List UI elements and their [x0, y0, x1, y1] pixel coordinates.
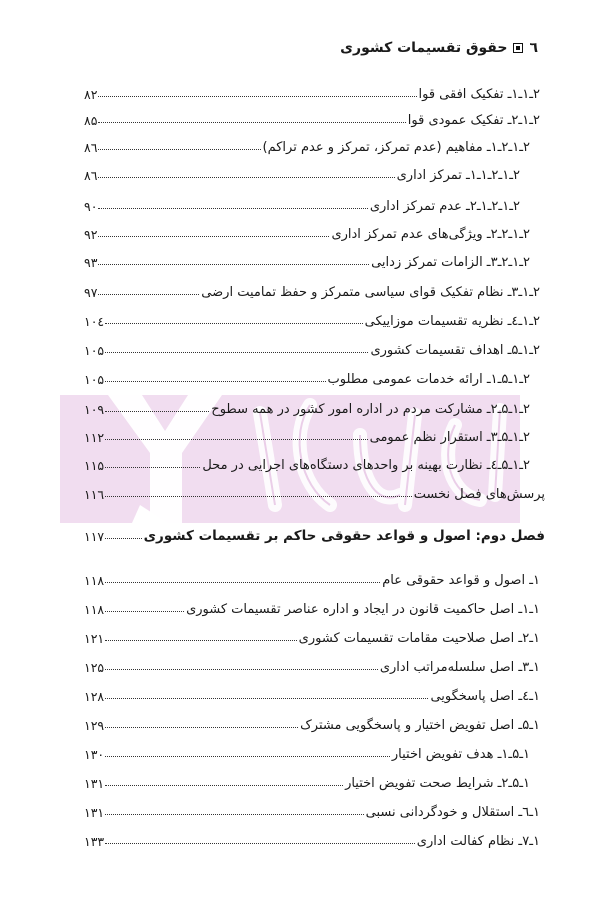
toc-entry-title: ۲ـ۱ـ۵ـ٤ـ نظارت بهینه بر واحدهای دستگاه‌های اجرایی در محل	[202, 458, 530, 473]
toc-entry[interactable]	[84, 194, 520, 214]
toc-entry-title: ۲ـ۱ـ۲ـ۱ـ۱ـ تمرکز اداری	[396, 168, 520, 183]
toc-entry-page: ۹۲	[84, 227, 98, 242]
toc-entry[interactable]	[84, 742, 530, 762]
toc-entry-title: ۲ـ۱ـ۳ـ نظام تفکیک قوای سیاسی متمرکز و حفظ تمامیت ارضی	[201, 285, 540, 300]
toc-entry[interactable]	[84, 482, 545, 502]
toc-entry-title: ۲ـ۱ـ٤ـ نظریه تقسیمات موزاییکی	[364, 314, 540, 329]
page-number: ٦	[529, 40, 538, 56]
toc-entry-page: ۸٦	[84, 140, 98, 155]
toc-entry-title: ۲ـ۱ـ۲ـ۱ـ۲ـ عدم تمرکز اداری	[369, 199, 520, 214]
toc-entry-title: پرسش‌های فصل نخست	[413, 487, 545, 502]
toc-entry-title: ۱ـ٦ـ استقلال و خودگردانی نسبی	[365, 805, 540, 820]
toc-entry[interactable]	[84, 800, 540, 820]
toc-entry[interactable]	[84, 108, 540, 128]
dot-leader	[98, 236, 329, 237]
toc-entry-title: ۲ـ۱ـ۵ـ۳ـ استقرار نظم عمومی	[369, 430, 530, 445]
toc-entry-page: ۸٦	[84, 168, 98, 183]
toc-entry-page: ۱۳۱	[84, 776, 105, 791]
toc-entry-page: ۹۰	[84, 199, 98, 214]
toc-entry[interactable]	[84, 655, 540, 675]
toc-entry[interactable]	[84, 684, 540, 704]
dot-leader	[98, 96, 416, 97]
dot-leader	[98, 177, 394, 178]
toc-entry[interactable]	[84, 425, 530, 445]
toc-entry[interactable]	[84, 453, 530, 473]
toc-chapter-heading[interactable]	[84, 524, 545, 544]
square-bullet-icon	[513, 43, 523, 53]
dot-leader	[105, 756, 390, 757]
toc-entry-title: ۱ـ اصول و قواعد حقوقی عام	[382, 573, 540, 588]
dot-leader	[105, 352, 368, 353]
toc-entry-page: ۹۷	[84, 285, 98, 300]
toc-entry[interactable]	[84, 135, 530, 155]
toc-entry[interactable]	[84, 597, 540, 617]
toc-entry-page: ۱۲۵	[84, 660, 105, 675]
toc-entry-title: ۲ـ۱ـ۵ـ۱ـ ارائه خدمات عمومی مطلوب	[327, 372, 530, 387]
toc-entry[interactable]	[84, 713, 540, 733]
toc-entry[interactable]	[84, 771, 530, 791]
toc-entry[interactable]	[84, 626, 540, 646]
dot-leader	[105, 727, 298, 728]
dot-leader	[98, 208, 367, 209]
toc-entry-page: ۸۲	[84, 87, 98, 102]
dot-leader	[98, 294, 199, 295]
toc-entry-page: ۱۰۵	[84, 372, 105, 387]
dot-leader	[105, 582, 380, 583]
toc-entry-page: ۱۱۷	[84, 529, 105, 544]
toc-entry-page: ۱۳۰	[84, 747, 105, 762]
toc-entry[interactable]	[84, 222, 530, 242]
dot-leader	[105, 467, 200, 468]
toc-entry-page: ۸۵	[84, 113, 98, 128]
toc-entry-title: ۱ـ۵ـ۲ـ شرایط صحت تفویض اختیار	[345, 776, 530, 791]
toc-entry-page: ۱۱۵	[84, 458, 105, 473]
dot-leader	[105, 843, 415, 844]
toc-entry-page: ۱۲۹	[84, 718, 105, 733]
toc-entry-page: ۱۲۱	[84, 631, 105, 646]
toc-entry-title: ۱ـ۵ـ اصل تفویض اختیار و پاسخگویی مشترک	[300, 718, 540, 733]
toc-entry-title: ۱ـ٤ـ اصل پاسخگویی	[430, 689, 540, 704]
toc-entry-title: ۲ـ۱ـ۲ـ تفکیک عمودی قوا	[407, 113, 540, 128]
running-header	[340, 40, 538, 56]
toc-entry-title: ۱ـ۷ـ نظام کفالت اداری	[416, 834, 540, 849]
toc-entry[interactable]	[84, 397, 530, 417]
toc-entry-title: ۱ـ۵ـ۱ـ هدف تفویض اختیار	[391, 747, 530, 762]
dot-leader	[98, 122, 405, 123]
toc-entry[interactable]	[84, 163, 520, 183]
book-title: حقوق تقسیمات کشوری	[340, 40, 508, 56]
toc-entry-page: ۱۱۸	[84, 573, 105, 588]
toc-entry-title: ۲ـ۱ـ۵ـ اهداف تقسیمات کشوری	[370, 343, 540, 358]
toc-entry-page: ۱۲۸	[84, 689, 105, 704]
toc-entry-page: ۱۰۹	[84, 402, 105, 417]
toc-entry-title: ۲ـ۱ـ۵ـ۲ـ مشارکت مردم در اداره امور کشور در همه سطوح	[211, 402, 530, 417]
dot-leader	[105, 538, 142, 539]
toc-entry[interactable]	[84, 338, 540, 358]
toc-entry-page: ۱۱۲	[84, 430, 105, 445]
toc-entry-title: ۲ـ۱ـ۱ـ تفکیک افقی قوا	[418, 87, 540, 102]
toc-entry[interactable]	[84, 280, 540, 300]
toc-entry-title: فصل دوم: اصول و قواعد حقوقی حاکم بر تقسیمات کشوری	[143, 528, 545, 544]
toc-entry[interactable]	[84, 367, 530, 387]
toc-entry[interactable]	[84, 568, 540, 588]
toc-entry-page: ۱۰۵	[84, 343, 105, 358]
toc-entry[interactable]	[84, 250, 530, 270]
toc-entry-title: ۱ـ۲ـ اصل صلاحیت مقامات تقسیمات کشوری	[298, 631, 540, 646]
dot-leader	[105, 814, 364, 815]
dot-leader	[105, 785, 343, 786]
dot-leader	[105, 640, 297, 641]
dot-leader	[105, 323, 362, 324]
toc-entry-title: ۲ـ۱ـ۲ـ۳ـ الزامات تمرکز زدایی	[371, 255, 530, 270]
dot-leader	[105, 411, 209, 412]
toc-entry-title: ۲ـ۱ـ۲ـ۱ـ مفاهیم (عدم تمرکز، تمرکز و عدم تراکم)	[262, 140, 530, 155]
dot-leader	[105, 611, 184, 612]
dot-leader	[105, 698, 428, 699]
toc-entry[interactable]	[84, 309, 540, 329]
dot-leader	[105, 496, 412, 497]
toc-entry-title: ۲ـ۱ـ۲ـ۲ـ ویژگی‌های عدم تمرکز اداری	[331, 227, 530, 242]
dot-leader	[105, 381, 325, 382]
toc-entry-page: ۱۱٦	[84, 487, 105, 502]
toc-entry-page: ۱۰٤	[84, 314, 105, 329]
dot-leader	[105, 669, 378, 670]
toc-entry[interactable]	[84, 829, 540, 849]
dot-leader	[98, 264, 369, 265]
toc-entry-title: ۱ـ۳ـ اصل سلسله‌مراتب اداری	[379, 660, 540, 675]
dot-leader	[98, 149, 260, 150]
toc-entry-page: ۱۳۳	[84, 834, 105, 849]
toc-entry-page: ۹۳	[84, 255, 98, 270]
toc-entry-title: ۱ـ۱ـ اصل حاکمیت قانون در ایجاد و اداره عناصر تقسیمات کشوری	[186, 602, 540, 617]
toc-entry-page: ۱۳۱	[84, 805, 105, 820]
toc-entry[interactable]	[84, 82, 540, 102]
toc-entry-page: ۱۱۸	[84, 602, 105, 617]
dot-leader	[105, 439, 367, 440]
